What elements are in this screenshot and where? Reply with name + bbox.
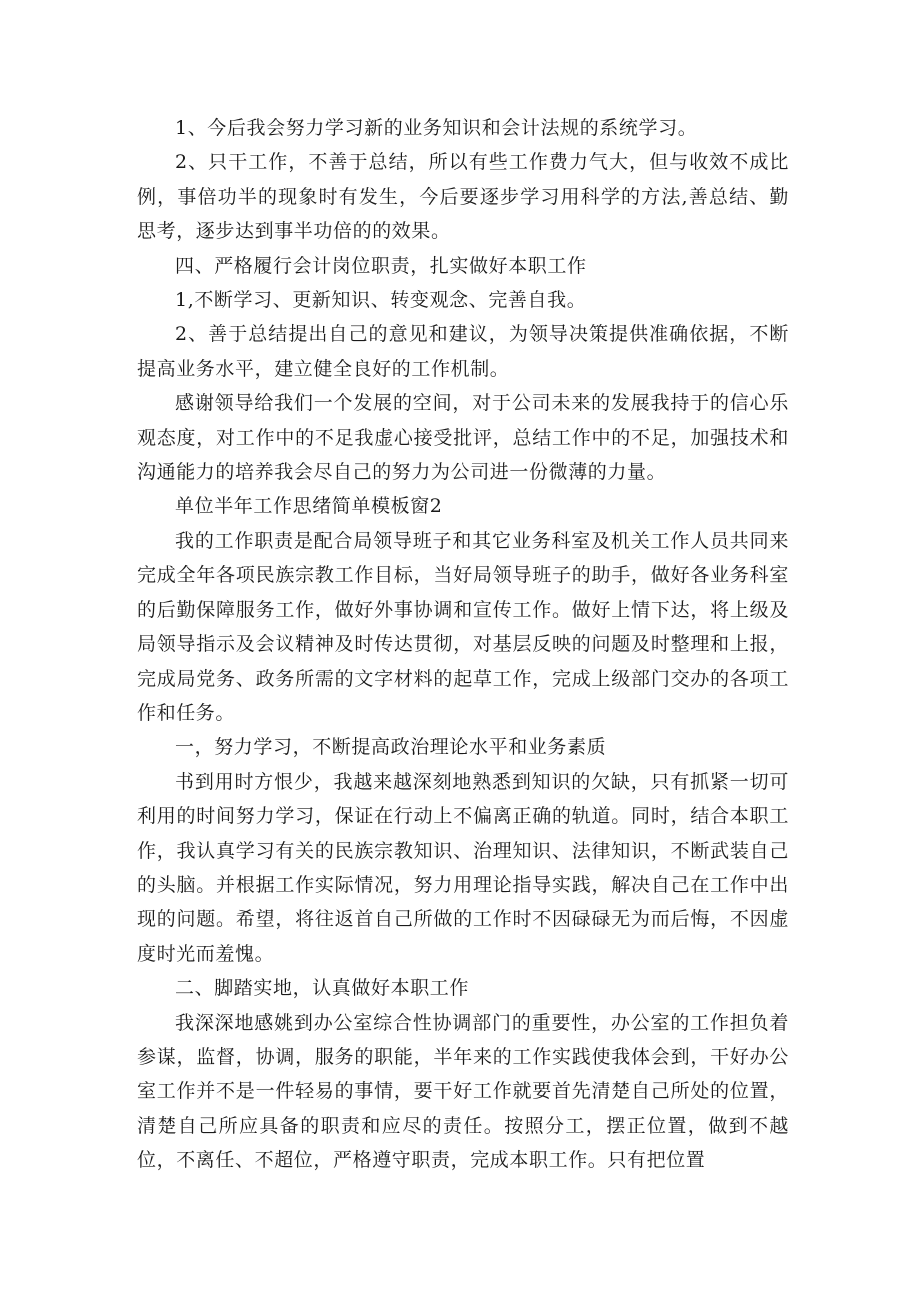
paragraph: 感谢领导给我们一个发展的空间，对于公司未来的发展我持于的信心乐观态度，对工作中的不足我虚心接受批评，总结工作中的不足，加强技术和沟通能力的培养我会尽自己的努力为公司进一份微薄的力量。 [137,392,789,484]
section-heading: 四、严格履行会计岗位职责，扎实做好本职工作 [175,254,587,277]
section-heading: 二、脚踏实地，认真做好本职工作 [175,977,470,1000]
paragraph: 2、善于总结提出自己的意见和建议，为领导决策提供准确依据，不断提高业务水平，建立健全良好的工作机制。 [137,323,789,380]
document-subtitle: 单位半年工作思绪简单模板窗2 [175,495,443,518]
paragraph: 1,不断学习、更新知识、转变观念、完善自我。 [175,289,587,312]
section-heading: 一，努力学习，不断提高政治理论水平和业务素质 [175,736,607,759]
paragraph: 1、今后我会努力学习新的业务知识和会计法规的系统学习。 [175,117,698,139]
document-body [137,111,789,1178]
paragraph: 书到用时方恨少，我越来越深刻地熟悉到知识的欠缺，只有抓紧一切可利用的时间努力学习，保证在行动上不偏离正确的轨道。同时，结合本职工作，我认真学习有关的民族宗教知识、治理知识、法律知识，不断武装自己的头脑。并根据工作实际情况，努力用理论指导实践，解决自己在工作中出现的问题。希望，将往返首自己所做的工作时不因碌碌无为而后悔，不因虚度时光而羞愧。 [137,770,789,965]
paragraph: 我深深地感姚到办公室综合性协调部门的重要性，办公室的工作担负着参谋，监督，协调，服务的职能，半年来的工作实践使我体会到，干好办公室工作并不是一件轻易的事情，要干好工作就要首先清楚自己所处的位置，清楚自己所应具备的职责和应尽的责任。按照分工，摆正位置，做到不越位，不离任、不超位，严格遵守职责，完成本职工作。只有把位置 [137,1011,789,1172]
paragraph: 我的工作职责是配合局领导班子和其它业务科室及机关工作人员共同来完成全年各项民族宗教工作目标，当好局领导班子的助手，做好各业务科室的后勤保障服务工作，做好外事协调和宣传工作。做好上情下达，将上级及局领导指示及会议精神及时传达贯彻，对基层反映的问题及时整理和上报，完成局党务、政务所需的文字材料的起草工作，完成上级部门交办的各项工作和任务。 [137,529,789,724]
paragraph: 2、只干工作，不善于总结，所以有些工作费力气大，但与收效不成比例，事倍功半的现象时有发生，今后要逐步学习用科学的方法,善总结、勤思考，逐步达到事半功倍的的效果。 [137,151,789,243]
